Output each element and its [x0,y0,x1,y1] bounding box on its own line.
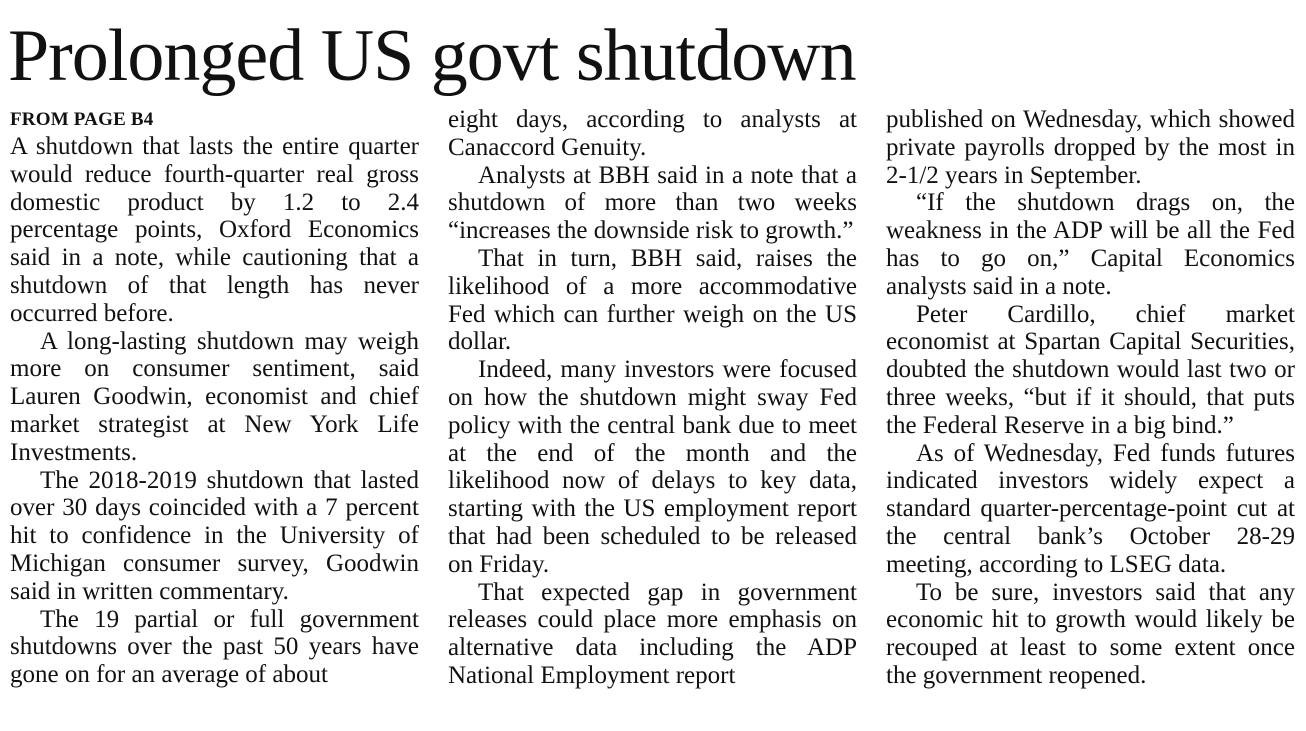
paragraph: A shutdown that lasts the entire quarter would reduce fourth-quarter real gross domestic product by 1.2 to 2.4 percentage points, Oxford Economics said in a note, while cautioning that a shutdown of that length has never occurred before. [10,133,419,327]
article-body [10,106,1296,724]
paragraph: “If the shutdown drags on, the weakness in the ADP will be all the Fed has to go on,” Capital Economics analysts said in a note. [886,189,1295,300]
column-3 [886,106,1295,724]
column-2 [448,106,857,724]
paragraph: Peter Cardillo, chief market economist at Spartan Capital Securities, doubted the shutdown would last two or three weeks, “but if it should, that puts the Federal Reserve in a big bind.” [886,300,1295,439]
paragraph: A long-lasting shutdown may weigh more on consumer sentiment, said Lauren Goodwin, economist and chief market strategist at New York Life Investments. [10,327,419,466]
paragraph: That in turn, BBH said, raises the likelihood of a more accommodative Fed which can further weigh on the US dollar. [448,244,857,356]
paragraph: That expected gap in government releases could place more emphasis on alternative data including the ADP National Employment report [448,578,857,689]
paragraph: As of Wednesday, Fed funds futures indicated investors widely expect a standard quarter-percentage-point cut at the central bank’s October 28-29 meeting, according to LSEG data. [886,439,1295,578]
paragraph: To be sure, investors said that any economic hit to growth would likely be recouped at least to some extent once the government reopened. [886,578,1295,689]
kicker: FROM PAGE B4 [10,109,154,130]
paragraph: The 2018-2019 shutdown that lasted over 30 days coincided with a 7 percent hit to confidence in the University of Michigan consumer survey, Goodwin said in written commentary. [10,466,419,605]
paragraph: published on Wednesday, which showed private payrolls dropped by the most in 2-1/2 years in September. [886,106,1295,189]
column-1 [10,106,419,724]
paragraph: eight days, according to analysts at Canaccord Genuity. [448,106,857,161]
paragraph: Indeed, many investors were focused on how the shutdown might sway Fed policy with the central bank due to meet at the end of the month and the likelihood now of delays to key data, starting with the US employment report that had been scheduled to be released on Friday. [448,356,857,578]
paragraph: Analysts at BBH said in a note that a shutdown of more than two weeks “increases the downside risk to growth.” [448,161,857,245]
headline: Prolonged US govt shutdown [8,15,856,97]
paragraph: The 19 partial or full government shutdowns over the past 50 years have gone on for an average of about [10,605,419,689]
